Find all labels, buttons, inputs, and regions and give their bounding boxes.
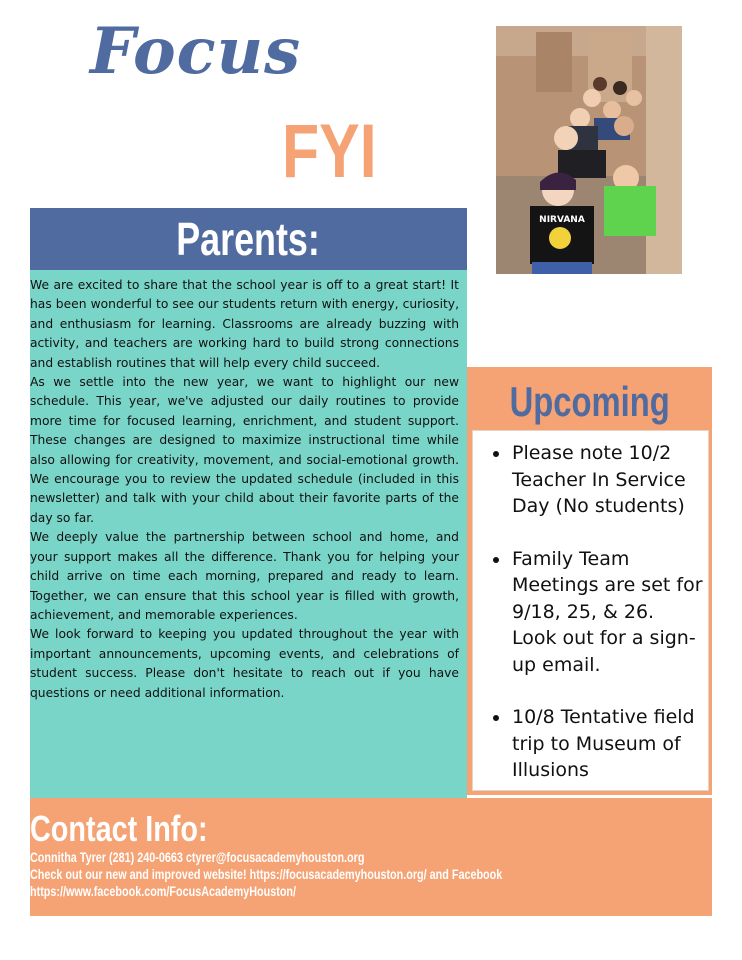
parents-paragraph: We are excited to share that the school year is off to a great start! It has been wonderful to see our students return with energy, curiosity, and enthusiasm for learning. Classrooms are already buzzing with activity, and teachers are working hard to build strong connections and establish routines that will help every child succeed.: [30, 278, 459, 370]
newsletter-subtitle: FYI: [282, 109, 377, 194]
parents-section-header: [30, 208, 467, 270]
contact-details: [30, 849, 690, 900]
upcoming-item: Please note 10/2 Teacher In Service Day (No students): [490, 440, 704, 520]
upcoming-heading: Upcoming: [509, 378, 670, 425]
parents-letter: [30, 276, 459, 703]
contact-line-facebook[interactable]: https://www.facebook.com/FocusAcademyHouston/: [30, 884, 297, 899]
student-group-photo: [496, 26, 682, 274]
parents-heading: Parents:: [176, 213, 321, 265]
contact-line-website[interactable]: Check out our new and improved website! https://focusacademyhouston.org/ and Facebook: [30, 867, 503, 882]
upcoming-section-header: [467, 376, 712, 428]
upcoming-list: [490, 440, 704, 810]
parents-paragraph: We deeply value the partnership between school and home, and your support makes all the difference. Thank you for helping your child arrive on time each morning, prepared and ready to learn. Together, we can ensure that this school year is filled with growth, achievement, and memorable experiences.: [30, 530, 459, 622]
contact-heading: Contact Info:: [30, 808, 208, 849]
contact-line-email[interactable]: Connitha Tyrer (281) 240-0663 ctyrer@focusacademyhouston.org: [30, 850, 365, 865]
newsletter-title: Focus: [90, 14, 302, 89]
upcoming-item: 10/8 Tentative field trip to Museum of Illusions: [490, 704, 704, 784]
parents-paragraph: We look forward to keeping you updated throughout the year with important announcements, upcoming events, and celebrations of student success. Please don't hesitate to reach out if you have questions or need additional information.: [30, 627, 459, 700]
shirt-print-text: NIRVANA: [539, 215, 585, 225]
upcoming-item: Family Team Meetings are set for 9/18, 25, & 26. Look out for a sign-up email.: [490, 546, 704, 679]
parents-paragraph: As we settle into the new year, we want to highlight our new schedule. This year, we've adjusted our daily routines to provide more time for focused learning, enrichment, and student support. These changes are designed to maximize instructional time while also allowing for creativity, movement, and social-emotional growth. We encourage you to review the updated schedule (included in this newsletter) and talk with your child about their favorite parts of the day so far.: [30, 375, 459, 525]
